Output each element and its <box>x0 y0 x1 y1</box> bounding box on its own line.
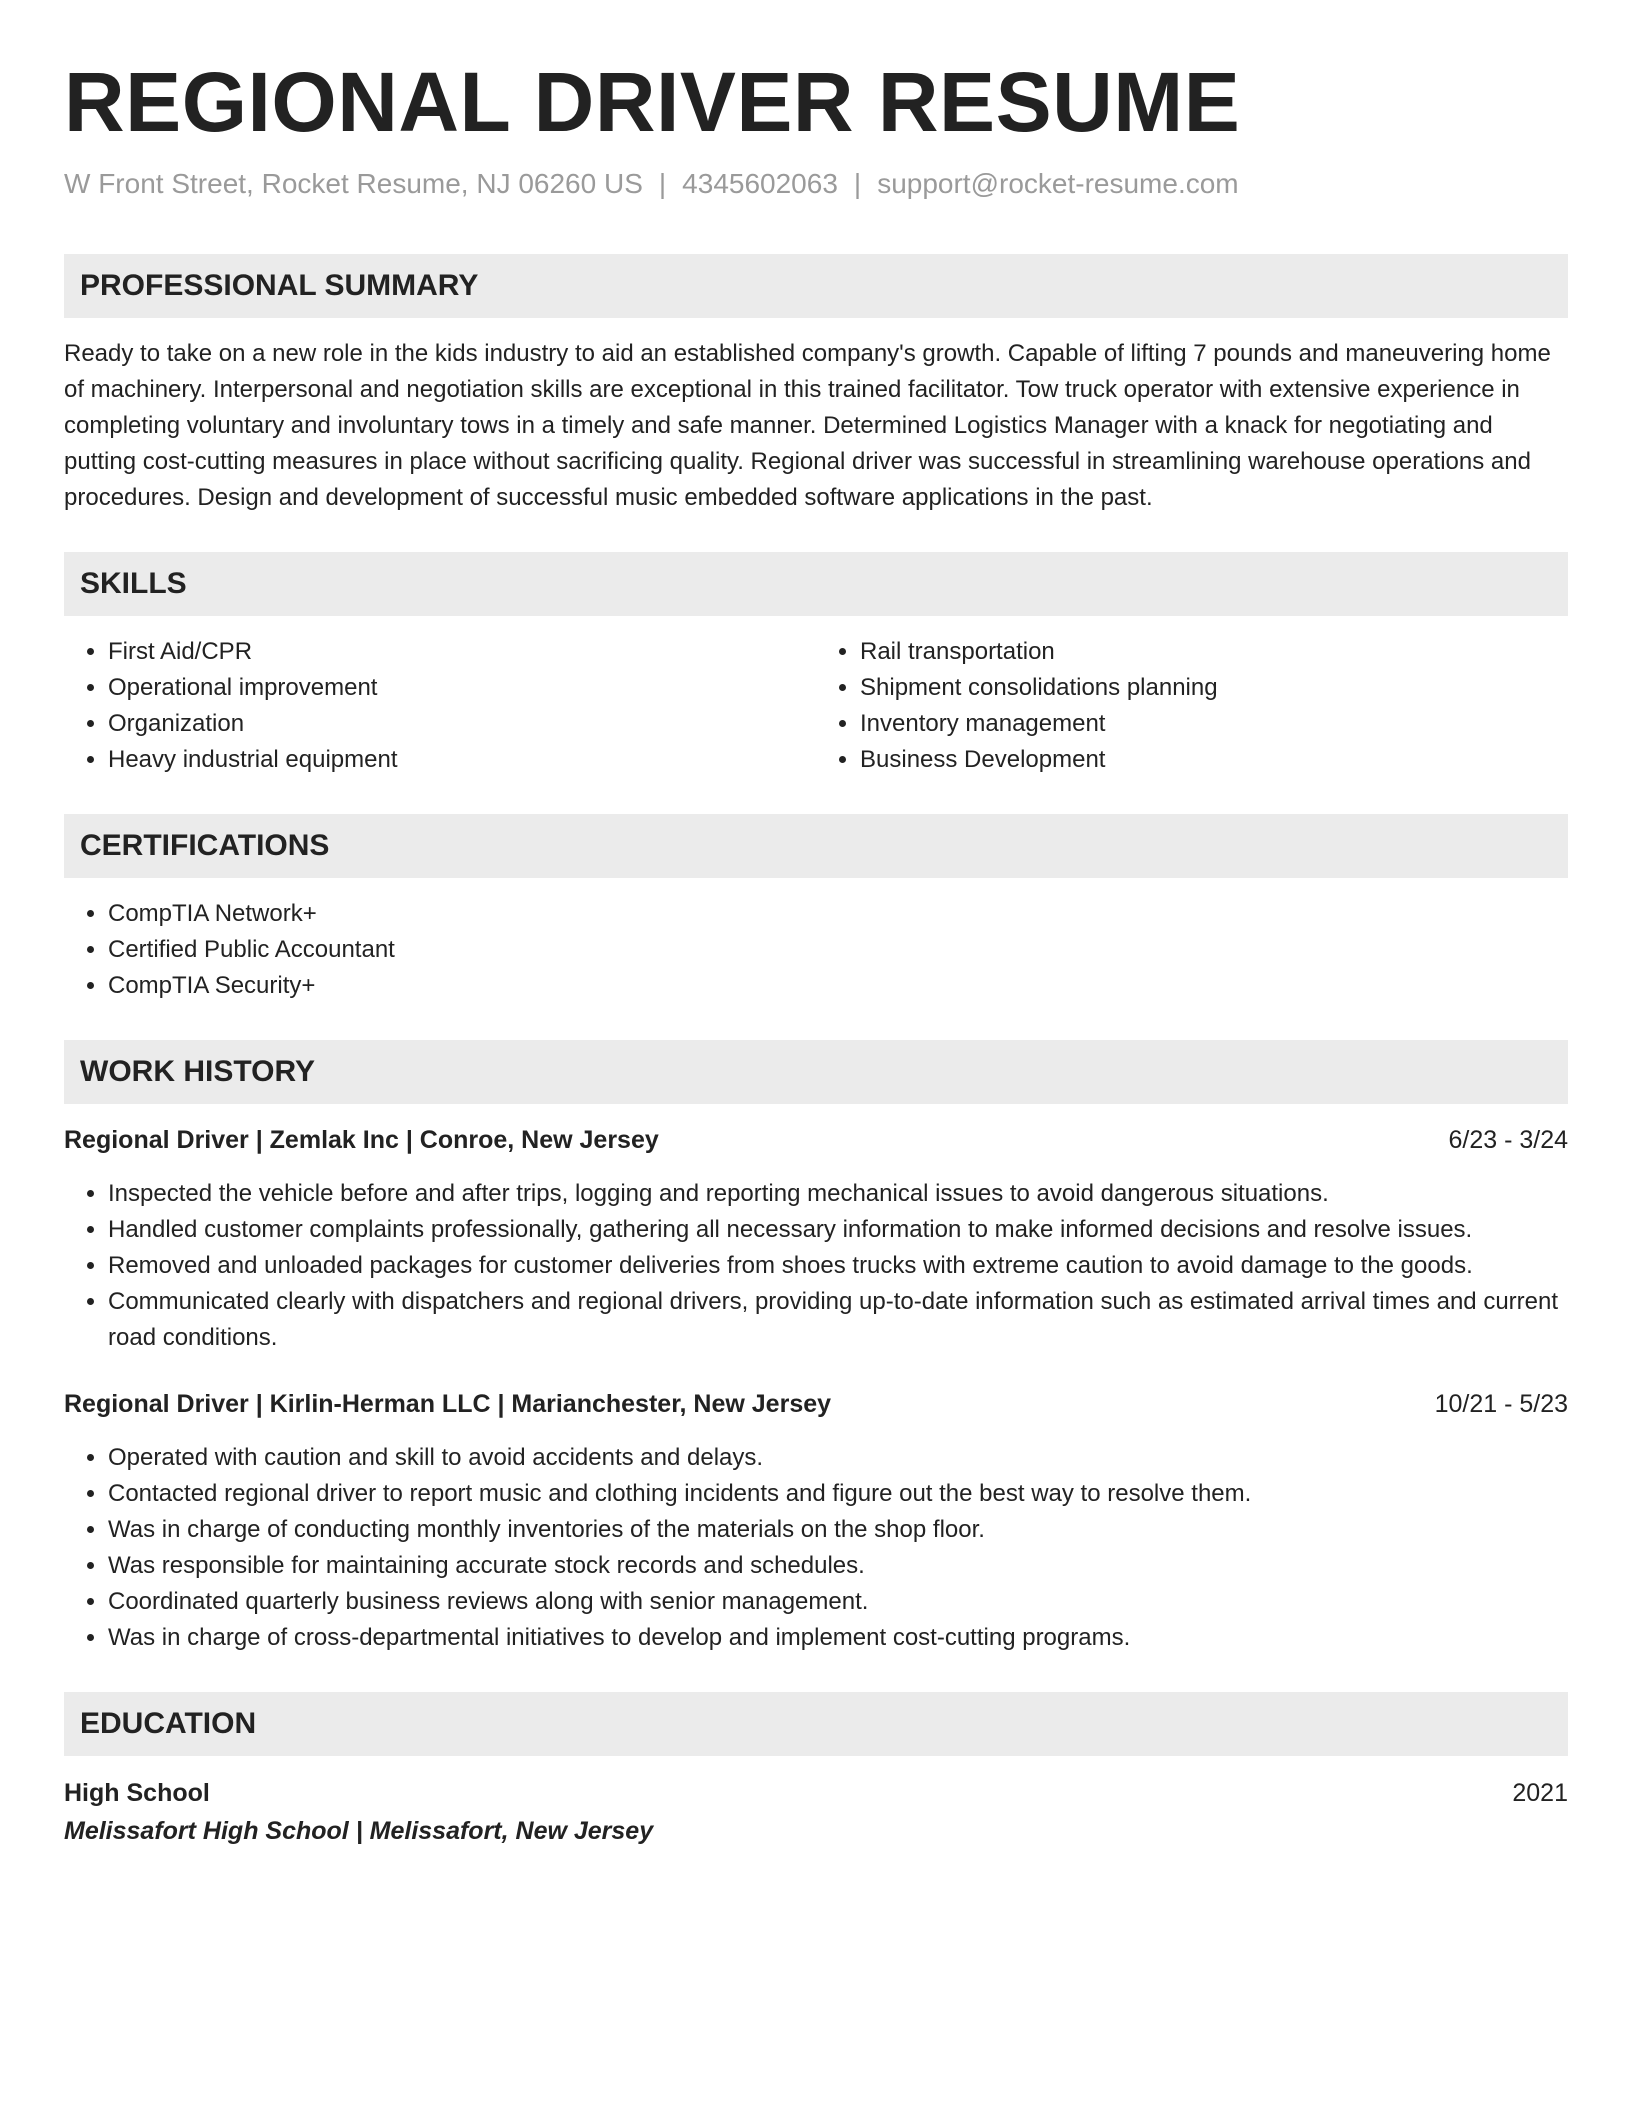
contact-separator: | <box>853 168 862 199</box>
job-bullet: • Coordinated quarterly business reviews along with senior management. <box>108 1584 1568 1620</box>
section-header-summary: PROFESSIONAL SUMMARY <box>64 254 1568 318</box>
job-dates: 6/23 - 3/24 <box>1448 1126 1568 1154</box>
job-header <box>64 1122 1568 1158</box>
skills-list-left <box>64 634 816 778</box>
resume-title: REGIONAL DRIVER RESUME <box>64 55 1241 149</box>
job-header <box>64 1386 1568 1422</box>
section-header-education: EDUCATION <box>64 1692 1568 1756</box>
job-bullets <box>64 1176 1568 1356</box>
contact-line <box>64 164 1568 204</box>
job-bullet: • Handled customer complaints professionally, gathering all necessary information to make informed decisions and resolve issues. <box>108 1212 1568 1248</box>
job-bullet: • Contacted regional driver to report music and clothing incidents and figure out the best way to resolve them. <box>108 1476 1568 1512</box>
skill-item: • Inventory management <box>860 706 1568 742</box>
job-entry <box>64 1386 1568 1656</box>
skill-item: • Heavy industrial equipment <box>108 742 816 778</box>
education-school: Melissafort High School | Melissafort, New Jersey <box>64 1817 654 1845</box>
contact-phone: 4345602063 <box>682 168 838 199</box>
summary-text: Ready to take on a new role in the kids industry to aid an established company's growth. Capable of lifting 7 pounds and maneuvering home of machinery. Interpersonal and negotiation skills are exceptional in this trained facilitator. Tow truck operator with extensive experience in completing voluntary and involuntary tows in a timely and safe manner. Determined Logistics Manager with a knack for negotiating and putting cost-cutting measures in place without sacrificing quality. Regional driver was successful in streamlining warehouse operations and procedures. Design and development of successful music embedded software applications in the past. <box>64 340 1551 511</box>
skill-item: • Shipment consolidations planning <box>860 670 1568 706</box>
skill-item: • Operational improvement <box>108 670 816 706</box>
contact-separator: | <box>658 168 667 199</box>
education-year: 2021 <box>1512 1779 1568 1807</box>
job-bullet: • Inspected the vehicle before and after trips, logging and reporting mechanical issues to avoid dangerous situations. <box>108 1176 1568 1212</box>
job-bullets <box>64 1440 1568 1656</box>
job-bullet: • Operated with caution and skill to avoid accidents and delays. <box>108 1440 1568 1476</box>
education-degree: High School <box>64 1779 210 1807</box>
education-header <box>64 1774 1568 1812</box>
job-dates: 10/21 - 5/23 <box>1434 1390 1568 1418</box>
job-entry <box>64 1122 1568 1356</box>
job-bullet: • Was responsible for maintaining accurate stock records and schedules. <box>108 1548 1568 1584</box>
job-title: Regional Driver | Zemlak Inc | Conroe, New Jersey <box>64 1126 659 1154</box>
skill-item: • Business Development <box>860 742 1568 778</box>
skills-list-right <box>816 634 1568 778</box>
section-header-certifications: CERTIFICATIONS <box>64 814 1568 878</box>
job-bullet: • Was in charge of conducting monthly inventories of the materials on the shop floor. <box>108 1512 1568 1548</box>
job-bullet: • Was in charge of cross-departmental initiatives to develop and implement cost-cutting programs. <box>108 1620 1568 1656</box>
job-title: Regional Driver | Kirlin-Herman LLC | Marianchester, New Jersey <box>64 1390 832 1418</box>
job-bullet: • Communicated clearly with dispatchers and regional drivers, providing up-to-date information such as estimated arrival times and current road conditions. <box>108 1284 1568 1356</box>
certification-item: • Certified Public Accountant <box>108 932 1568 968</box>
contact-address: W Front Street, Rocket Resume, NJ 06260 US <box>64 168 643 199</box>
contact-email: support@rocket-resume.com <box>877 168 1239 199</box>
job-bullet: • Removed and unloaded packages for customer deliveries from shoes trucks with extreme caution to avoid damage to the goods. <box>108 1248 1568 1284</box>
skill-item: • Rail transportation <box>860 634 1568 670</box>
certifications-list <box>64 896 1568 1004</box>
skills-grid <box>64 634 1568 778</box>
skill-item: • Organization <box>108 706 816 742</box>
section-header-skills: SKILLS <box>64 552 1568 616</box>
certification-item: • CompTIA Security+ <box>108 968 1568 1004</box>
skill-item: • First Aid/CPR <box>108 634 816 670</box>
section-header-work-history: WORK HISTORY <box>64 1040 1568 1104</box>
certification-item: • CompTIA Network+ <box>108 896 1568 932</box>
